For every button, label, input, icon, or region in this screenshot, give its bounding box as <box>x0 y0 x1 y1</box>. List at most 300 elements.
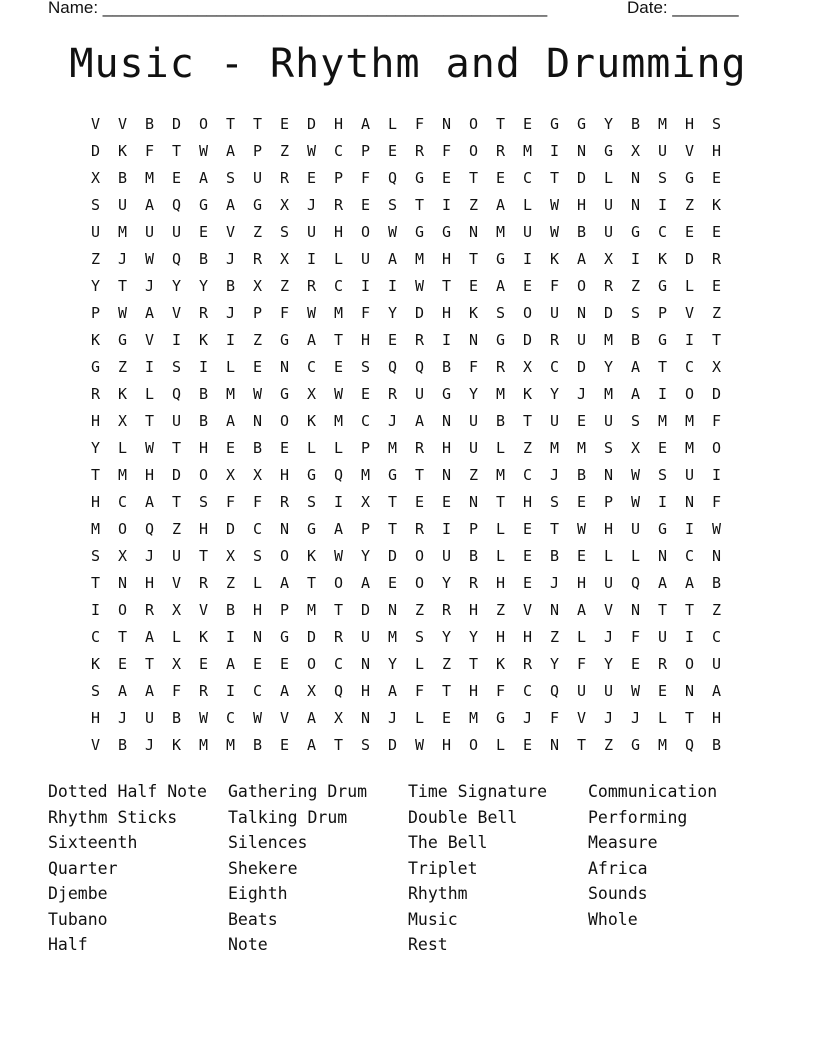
grid-letter: P <box>333 169 344 187</box>
grid-letter: R <box>198 574 209 592</box>
word-bank-item: Shekere <box>228 858 298 878</box>
grid-letter: W <box>630 493 641 511</box>
grid-letter: U <box>630 520 641 538</box>
grid-letter: N <box>441 115 452 133</box>
grid-letter: A <box>279 574 290 592</box>
grid-letter: X <box>90 169 101 187</box>
grid-letter: V <box>171 304 182 322</box>
grid-letter: I <box>306 250 317 268</box>
grid-letter: V <box>198 601 209 619</box>
grid-letter: R <box>387 385 398 403</box>
grid-letter: A <box>117 682 128 700</box>
grid-letter: E <box>360 196 371 214</box>
grid-letter: W <box>144 439 155 457</box>
grid-letter: O <box>468 736 479 754</box>
grid-letter: E <box>522 520 533 538</box>
grid-letter: Q <box>144 520 155 538</box>
grid-letter: G <box>252 196 263 214</box>
grid-letter: D <box>603 304 614 322</box>
grid-letter: V <box>522 601 533 619</box>
grid-letter: Y <box>387 304 398 322</box>
grid-letter: D <box>387 736 398 754</box>
grid-letter: Z <box>414 601 425 619</box>
grid-letter: F <box>711 493 722 511</box>
grid-row <box>82 354 730 381</box>
grid-letter: Z <box>549 628 560 646</box>
grid-letter: E <box>225 439 236 457</box>
grid-letter: V <box>684 142 695 160</box>
grid-letter: O <box>468 142 479 160</box>
grid-letter: U <box>144 709 155 727</box>
grid-row <box>82 138 730 165</box>
grid-letter: G <box>657 520 668 538</box>
grid-letter: A <box>333 520 344 538</box>
grid-letter: R <box>252 250 263 268</box>
grid-letter: V <box>171 574 182 592</box>
grid-letter: T <box>90 466 101 484</box>
grid-letter: M <box>387 439 398 457</box>
grid-row <box>82 597 730 624</box>
grid-letter: U <box>171 223 182 241</box>
grid-letter: O <box>117 520 128 538</box>
grid-letter: X <box>306 385 317 403</box>
word-bank-item: Africa <box>588 858 648 878</box>
grid-letter: G <box>387 466 398 484</box>
grid-letter: S <box>630 412 641 430</box>
grid-letter: N <box>360 655 371 673</box>
grid-letter: B <box>171 709 182 727</box>
grid-letter: W <box>414 736 425 754</box>
grid-letter: R <box>414 520 425 538</box>
grid-letter: H <box>441 439 452 457</box>
grid-letter: S <box>711 115 722 133</box>
grid-letter: A <box>387 250 398 268</box>
word-bank-item: Sixteenth <box>48 833 138 852</box>
grid-letter: P <box>603 493 614 511</box>
grid-letter: A <box>198 169 209 187</box>
grid-letter: I <box>657 196 668 214</box>
grid-letter: V <box>225 223 236 241</box>
grid-letter: M <box>549 439 560 457</box>
grid-letter: G <box>684 169 695 187</box>
word-bank-item: Quarter <box>48 858 118 878</box>
grid-letter: U <box>441 547 452 565</box>
grid-letter: O <box>198 466 209 484</box>
grid-letter: H <box>360 682 371 700</box>
grid-letter: H <box>468 682 479 700</box>
grid-letter: B <box>576 466 587 484</box>
grid-letter: Q <box>333 682 344 700</box>
grid-letter: H <box>90 412 101 430</box>
grid-letter: F <box>171 682 182 700</box>
grid-letter: I <box>360 277 371 295</box>
grid-letter: W <box>144 250 155 268</box>
grid-letter: T <box>387 493 398 511</box>
grid-letter: F <box>549 277 560 295</box>
grid-letter: D <box>576 169 587 187</box>
grid-letter: E <box>279 115 290 133</box>
grid-letter: Y <box>198 277 209 295</box>
grid-letter: Q <box>684 736 695 754</box>
grid-letter: H <box>711 709 722 727</box>
grid-letter: G <box>441 223 452 241</box>
grid-letter: Z <box>90 250 101 268</box>
grid-letter: P <box>657 304 668 322</box>
grid-letter: D <box>576 358 587 376</box>
grid-letter: V <box>144 331 155 349</box>
grid-letter: F <box>252 493 263 511</box>
grid-letter: N <box>441 466 452 484</box>
grid-letter: B <box>549 547 560 565</box>
grid-letter: R <box>522 655 533 673</box>
grid-letter: V <box>576 709 587 727</box>
grid-row <box>82 192 730 219</box>
grid-letter: W <box>333 547 344 565</box>
grid-letter: E <box>495 169 506 187</box>
grid-letter: X <box>522 358 533 376</box>
grid-letter: F <box>441 142 452 160</box>
grid-letter: A <box>657 574 668 592</box>
grid-letter: R <box>495 358 506 376</box>
grid-letter: O <box>468 115 479 133</box>
grid-letter: T <box>90 574 101 592</box>
grid-letter: S <box>360 358 371 376</box>
grid-letter: P <box>279 601 290 619</box>
grid-letter: D <box>414 304 425 322</box>
grid-letter: J <box>576 385 587 403</box>
grid-letter: S <box>414 628 425 646</box>
grid-letter: M <box>90 520 101 538</box>
grid-letter: J <box>549 466 560 484</box>
date-field-label: Date: _______ <box>627 0 739 17</box>
grid-letter: T <box>495 493 506 511</box>
grid-row <box>82 327 730 354</box>
grid-letter: C <box>549 358 560 376</box>
grid-letter: N <box>387 601 398 619</box>
grid-letter: L <box>414 655 425 673</box>
grid-letter: T <box>684 709 695 727</box>
grid-letter: L <box>117 439 128 457</box>
grid-letter: E <box>576 412 587 430</box>
grid-letter: Z <box>684 196 695 214</box>
grid-letter: T <box>495 115 506 133</box>
grid-letter: V <box>279 709 290 727</box>
grid-letter: G <box>603 142 614 160</box>
grid-letter: D <box>684 250 695 268</box>
grid-row <box>82 678 730 705</box>
grid-letter: W <box>549 223 560 241</box>
grid-letter: R <box>90 385 101 403</box>
grid-letter: T <box>252 115 263 133</box>
word-column <box>408 779 588 958</box>
grid-letter: N <box>576 142 587 160</box>
word-bank-item: Rest <box>408 935 448 954</box>
grid-letter: G <box>279 385 290 403</box>
grid-letter: F <box>468 358 479 376</box>
grid-letter: S <box>171 358 182 376</box>
grid-letter: B <box>630 331 641 349</box>
grid-letter: F <box>144 142 155 160</box>
grid-letter: D <box>171 115 182 133</box>
grid-letter: O <box>333 574 344 592</box>
word-bank-item: Silences <box>228 833 308 852</box>
grid-letter: Q <box>171 196 182 214</box>
grid-letter: R <box>495 142 506 160</box>
grid-letter: M <box>306 601 317 619</box>
grid-letter: S <box>252 547 263 565</box>
grid-letter: J <box>603 709 614 727</box>
grid-letter: A <box>144 304 155 322</box>
grid-letter: F <box>414 682 425 700</box>
word-bank-item: Beats <box>228 909 278 929</box>
grid-letter: E <box>333 358 344 376</box>
grid-letter: C <box>225 709 236 727</box>
grid-letter: Z <box>495 601 506 619</box>
grid-letter: N <box>549 601 560 619</box>
grid-letter: K <box>306 412 317 430</box>
grid-letter: Y <box>603 115 614 133</box>
grid-letter: P <box>252 304 263 322</box>
grid-letter: T <box>441 682 452 700</box>
grid-letter: C <box>684 547 695 565</box>
grid-letter: J <box>117 250 128 268</box>
grid-letter: G <box>630 223 641 241</box>
grid-letter: B <box>117 736 128 754</box>
grid-letter: U <box>603 682 614 700</box>
word-bank-item: Music <box>408 909 458 929</box>
grid-letter: I <box>711 466 722 484</box>
grid-letter: L <box>333 439 344 457</box>
grid-letter: A <box>495 277 506 295</box>
grid-letter: T <box>657 358 668 376</box>
grid-letter: O <box>684 385 695 403</box>
grid-row <box>82 651 730 678</box>
grid-letter: W <box>117 304 128 322</box>
grid-letter: E <box>657 439 668 457</box>
grid-letter: V <box>90 736 101 754</box>
grid-letter: I <box>198 358 209 376</box>
grid-letter: R <box>279 493 290 511</box>
grid-letter: S <box>279 223 290 241</box>
grid-letter: G <box>414 169 425 187</box>
grid-letter: U <box>468 439 479 457</box>
grid-letter: T <box>468 655 479 673</box>
grid-letter: X <box>630 439 641 457</box>
grid-letter: H <box>144 466 155 484</box>
grid-letter: W <box>711 520 722 538</box>
grid-letter: H <box>333 223 344 241</box>
grid-letter: G <box>657 277 668 295</box>
grid-letter: O <box>414 574 425 592</box>
grid-letter: Q <box>549 682 560 700</box>
word-bank-item: Half <box>48 935 88 954</box>
grid-letter: A <box>387 682 398 700</box>
grid-letter: I <box>441 520 452 538</box>
grid-letter: S <box>90 547 101 565</box>
grid-letter: N <box>630 601 641 619</box>
grid-letter: K <box>117 142 128 160</box>
grid-letter: U <box>603 223 614 241</box>
grid-letter: H <box>684 115 695 133</box>
grid-letter: U <box>252 169 263 187</box>
grid-letter: H <box>279 466 290 484</box>
grid-letter: A <box>360 115 371 133</box>
grid-letter: X <box>279 250 290 268</box>
grid-letter: E <box>387 574 398 592</box>
grid-letter: B <box>198 250 209 268</box>
grid-letter: H <box>522 493 533 511</box>
grid-letter: Z <box>252 331 263 349</box>
grid-letter: H <box>252 601 263 619</box>
grid-letter: K <box>171 736 182 754</box>
grid-letter: E <box>522 115 533 133</box>
grid-row <box>82 732 730 759</box>
grid-letter: U <box>117 196 128 214</box>
grid-letter: Z <box>279 142 290 160</box>
grid-letter: U <box>522 223 533 241</box>
grid-letter: W <box>252 385 263 403</box>
grid-letter: S <box>657 466 668 484</box>
grid-letter: I <box>684 331 695 349</box>
grid-letter: D <box>387 547 398 565</box>
grid-letter: U <box>603 574 614 592</box>
grid-letter: K <box>90 331 101 349</box>
grid-letter: O <box>279 547 290 565</box>
grid-letter: J <box>603 628 614 646</box>
grid-letter: B <box>468 547 479 565</box>
grid-letter: Z <box>225 574 236 592</box>
grid-letter: C <box>306 358 317 376</box>
grid-letter: O <box>117 601 128 619</box>
grid-letter: H <box>441 250 452 268</box>
grid-letter: R <box>711 250 722 268</box>
grid-letter: H <box>495 628 506 646</box>
grid-row <box>82 543 730 570</box>
grid-letter: F <box>414 115 425 133</box>
grid-letter: Y <box>360 547 371 565</box>
word-bank-item: Triplet <box>408 858 478 878</box>
grid-letter: U <box>711 655 722 673</box>
grid-letter: O <box>522 304 533 322</box>
grid-letter: W <box>333 385 344 403</box>
word-column <box>48 779 228 958</box>
grid-letter: B <box>144 115 155 133</box>
grid-letter: D <box>306 115 317 133</box>
grid-letter: G <box>549 115 560 133</box>
grid-letter: L <box>387 115 398 133</box>
grid-letter: L <box>306 439 317 457</box>
grid-letter: B <box>198 412 209 430</box>
word-bank-item: Double Bell <box>408 807 518 827</box>
grid-letter: G <box>279 628 290 646</box>
grid-letter: M <box>225 736 236 754</box>
grid-row <box>82 381 730 408</box>
word-bank-item: Rhythm Sticks <box>48 807 178 827</box>
grid-letter: K <box>198 331 209 349</box>
grid-letter: C <box>252 520 263 538</box>
grid-letter: D <box>711 385 722 403</box>
grid-letter: A <box>630 358 641 376</box>
grid-letter: M <box>603 331 614 349</box>
grid-letter: T <box>333 736 344 754</box>
grid-letter: M <box>495 223 506 241</box>
grid-letter: E <box>279 439 290 457</box>
grid-letter: E <box>522 277 533 295</box>
grid-letter: N <box>252 412 263 430</box>
grid-letter: Y <box>90 277 101 295</box>
grid-letter: Z <box>630 277 641 295</box>
grid-letter: Z <box>711 601 722 619</box>
grid-letter: C <box>522 682 533 700</box>
grid-row <box>82 570 730 597</box>
grid-letter: K <box>549 250 560 268</box>
grid-letter: H <box>441 736 452 754</box>
grid-letter: X <box>711 358 722 376</box>
grid-letter: I <box>387 277 398 295</box>
grid-letter: K <box>495 655 506 673</box>
grid-letter: E <box>630 655 641 673</box>
grid-letter: R <box>414 439 425 457</box>
grid-letter: T <box>684 601 695 619</box>
grid-letter: Y <box>171 277 182 295</box>
grid-letter: H <box>333 115 344 133</box>
grid-letter: Y <box>603 358 614 376</box>
grid-letter: L <box>333 250 344 268</box>
grid-letter: F <box>279 304 290 322</box>
grid-letter: K <box>198 628 209 646</box>
grid-letter: N <box>279 520 290 538</box>
grid-letter: A <box>576 250 587 268</box>
grid-letter: N <box>468 223 479 241</box>
grid-letter: N <box>657 547 668 565</box>
grid-letter: O <box>279 412 290 430</box>
grid-letter: C <box>252 682 263 700</box>
grid-letter: E <box>117 655 128 673</box>
grid-letter: I <box>441 196 452 214</box>
grid-letter: C <box>684 358 695 376</box>
grid-letter: Y <box>549 655 560 673</box>
grid-letter: M <box>144 169 155 187</box>
grid-letter: I <box>684 628 695 646</box>
grid-letter: J <box>522 709 533 727</box>
grid-letter: U <box>657 142 668 160</box>
grid-letter: N <box>603 466 614 484</box>
grid-letter: A <box>144 493 155 511</box>
grid-letter: G <box>495 709 506 727</box>
grid-letter: H <box>441 304 452 322</box>
grid-letter: A <box>225 196 236 214</box>
grid-letter: V <box>90 115 101 133</box>
grid-letter: M <box>198 736 209 754</box>
grid-letter: Z <box>603 736 614 754</box>
grid-letter: Q <box>171 250 182 268</box>
grid-letter: U <box>414 385 425 403</box>
grid-letter: N <box>549 736 560 754</box>
grid-letter: V <box>117 115 128 133</box>
grid-letter: X <box>117 412 128 430</box>
grid-letter: O <box>711 439 722 457</box>
grid-letter: A <box>306 331 317 349</box>
grid-letter: R <box>198 682 209 700</box>
grid-letter: X <box>252 466 263 484</box>
grid-letter: Y <box>549 385 560 403</box>
grid-letter: L <box>252 574 263 592</box>
grid-row <box>82 705 730 732</box>
grid-letter: X <box>225 466 236 484</box>
grid-letter: A <box>279 682 290 700</box>
word-bank-item: Whole <box>588 909 638 929</box>
grid-letter: T <box>171 142 182 160</box>
